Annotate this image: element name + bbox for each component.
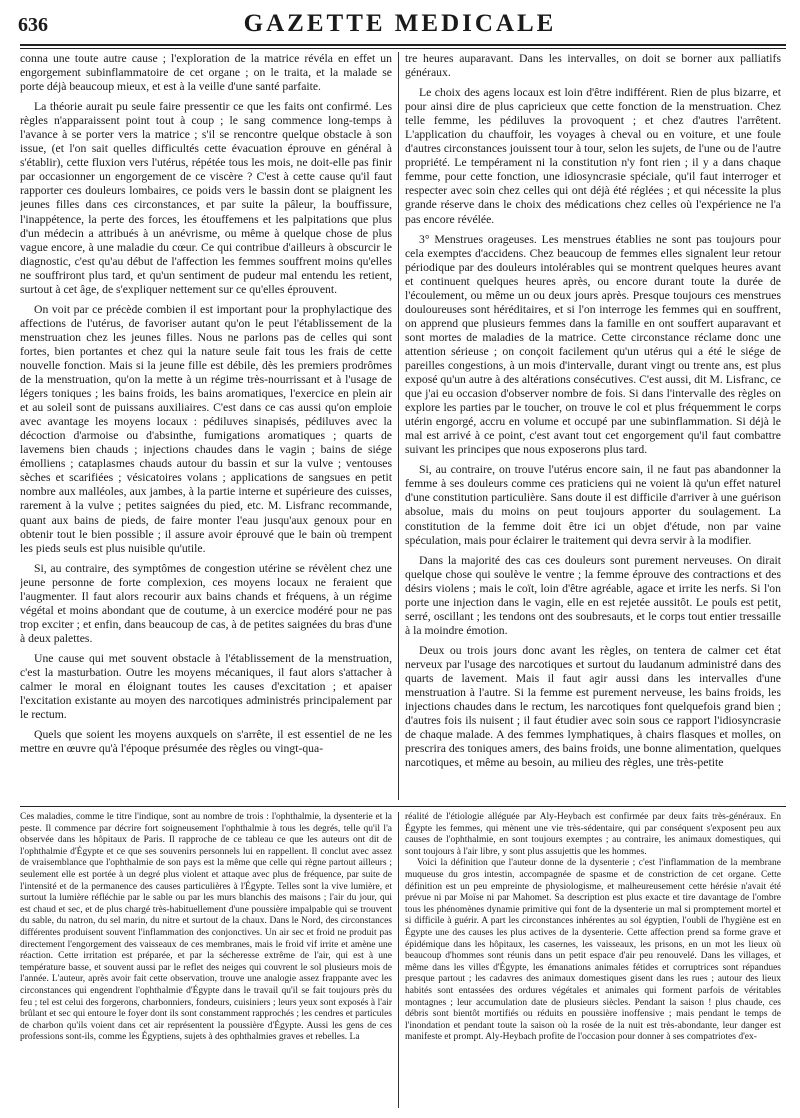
paragraph: Quels que soient les moyens auxquels on s'arrête, il est essentiel de ne les mettre en œuvre qu'à l'époque présumée des règles ou vingt-qua- bbox=[20, 728, 392, 756]
paragraph: Deux ou trois jours donc avant les règles, on tentera de calmer cet état nerveux par l'usage des narcotiques et surtout du laudanum administré dans des quarts de lavement. Mais il faut agir aussi dans les intervalles d'une menstruation à l'autre. Si la femme est purement nerveuse, les bains froids, les injections chaudes dans le rectum, les narcotiques font quelquefois grand bien ; d'autres fois ils nuisent ; il faut étudier avec soin sous ce rapport l'idiosyncrasie de chaque malade. A des femmes lymphatiques, à chairs flasques et molles, on prescrira des toniques amers, des bains froids, une bonne alimentation, quelques narcotiques, et même au besoin, au milieu des règles, une très-petite bbox=[405, 643, 781, 770]
paragraph: Le choix des agens locaux est loin d'être indifférent. Rien de plus bizarre, et pour ainsi dire de plus capricieux que cette fonction de la menstruation. Chez telle femme, les pédiluves la provoquent ; et chez d'autres l'arrêtent. L'application du chauffoir, les voyages à cheval ou en voiture, et une foule d'autres circonstances jouissent tour à tour, selon les sujets, de l'une ou de l'autre propriété. Le tempérament ni la constitution n'y font rien ; il y a dans chaque femme, pour cette fonction, une idiosyncrasie spéciale, qu'il faut interroger et respecter avec soin chez celles qui ont déjà été réglées ; et qui nécessite la plus grande réserve dans le choix des médications chez celles où l'expérience ne l'a pas encore révélée. bbox=[405, 86, 781, 226]
paragraph: Une cause qui met souvent obstacle à l'établissement de la menstruation, c'est la masturbation. Outre les moyens mécaniques, il faut alors s'attacher à calmer le moral en éloignant toutes les causes d'excitation ; et apaiser l'excitation existante au moyen des narcotiques administrés principalement par le rectum. bbox=[20, 651, 392, 722]
page-number: 636 bbox=[18, 14, 48, 36]
header-rule bbox=[20, 44, 786, 46]
footnote-column-divider bbox=[398, 812, 399, 1108]
footnote-separator bbox=[20, 806, 786, 807]
footnote-paragraph: Ces maladies, comme le titre l'indique, sont au nombre de trois : l'ophthalmie, la dysenterie et la peste. Il commence par décrire fort soigneusement l'ophthalmie à tous les degrés, telle qu'il l'a observée dans les hôpitaux de Paris. Il rapproche de ce tableau ce que les auteurs ont dit de l'ophthalmie d'Égypte et ce que ses souvenirs personnels lui en rappellent. Il conclut avec assez de vraisemblance que l'ophthalmie de son pays est la même que celle qui règne partout ailleurs ; seulement elle est portée à un degré plus violent et attaque avec plus de fréquence, par suite de l'intensité et de la permanence des causes particulières à l'Égypte. Telles sont la vive lumière, et surtout la lumière réfléchie par le sable ou par les murs blanchis des maisons ; l'air du jour, qui est chaud et sec, et de plus chargé très-habituellement d'une poussière impalpable qui se trouvent du sable, du natron, du sel marin, du nitre et surtout de la chaux. Dans le Nord, des circonstances différentes produisent souvent l'inflammation des conjonctives. Un air sec et froid ne produit pas directement l'engorgement des vaisseaux de ces membranes, mais le froid vif irrite et amène une réaction. Cette irritation est préparée, et par la sécheresse extrême de l'air, qui est à une température basse, et souvent aussi par le reflet des neiges qui couvrent le sol plusieurs mois de l'année. L'auteur, après avoir fait cette observation, trouve une analogie assez frappante avec les circonstances qui engendrent l'ophthalmie d'Égypte dans le travail qu'il se fait toujours près du feu ; tel est celui des forgerons, charbonniers, fondeurs, cuisiniers ; leurs yeux sont exposés à l'air brûlant et sec qui entoure le foyer dont ils sont constamment rapprochés ; les cendres et particules de charbon qu'ils voient dans cet air représentent la poussière d'Égypte. Aussi les gens de ces professions sont-ils, comme les Égyptiens, sujets à des ophthalmies graves et rebelles. La bbox=[20, 812, 392, 1043]
footnote-paragraph: réalité de l'étiologie alléguée par Aly-Heybach est confirmée par deux faits très-généraux. En Égypte les femmes, qui mènent une vie très-sédentaire, qui par conséquent s'exposent peu aux causes de l'ophthalmie, en sont toujours exemptes ; au contraire, les animaux domestiques, qui sont toujours à l'air libre, y sont plus assujettis que les hommes. bbox=[405, 812, 781, 857]
footnote-paragraph: Voici la définition que l'auteur donne de la dysenterie ; c'est l'inflammation de la membrane muqueuse du gros intestin, accompagnée de spasme et de constriction de cet organe. Cette définition est un peu empreinte de physiologisme, et malheureusement cette hérésie n'avait été prévue ni par Moïse ni par Mahomet. Sa description est plus exacte et tire davantage de l'ombre tous les phénomènes dynamie primitive qui font de la dysenterie un mal si promptement mortel et si difficile à guérir. A part les circonstances inhérentes au sol égyptien, l'oubli de l'hygiène est en Égypte une des causes les plus actives de la dysenterie. Cette affection prend sa forme grave et épidémique dans les hôpitaux, les casernes, les vaisseaux, les prisons, en un mot les lieux où beaucoup d'hommes sont réunis dans un petit espace d'air peu renouvelé. Dans les villages, et même dans les villes d'Égypte, les émanations animales fétides et corruptrices sont répandues presque partout ; les cadavres des animaux domestiques gisent dans les rues ; autour des lieux habités sont entassées des ordures végétales et animales qui forment parfois de véritables montagnes ; leur accumulation date de plusieurs siècles. Pendant la saison ! plus chaude, ces débris sont bientôt mortifiés ou réduits en poussière inoffensive ; mais pendant le temps de l'inondation et pendant toute la saison où la rosée de la nuit est très-abondante, leur danger est manifeste et prompt. Aly-Heybach profite de l'occasion pour donner à ses compatriotes d'ex- bbox=[405, 858, 781, 1043]
paragraph: Si, au contraire, on trouve l'utérus encore sain, il ne faut pas abandonner la femme à ses douleurs comme ces praticiens qui ne voient là qu'un effet naturel d'une constitution particulière. Sans doute il est difficile d'arriver à une guérison absolue, mais du moins on peut toujours apporter du soulagement. La constitution de la femme doit être ici un objet d'étude, non par vaine spéculation, mais pour éclairer le traitement qui devra servir à la modifier. bbox=[405, 463, 781, 547]
paragraph: Si, au contraire, des symptômes de congestion utérine se révèlent chez une jeune personne de forte complexion, ces moyens locaux ne feraient que l'augmenter. Il faut alors recourir aux bains chands et fréquens, à un régime végétal et moins abondant que de coutume, à un exercice modéré pour ne pas trop exciter ; et enfin, dans beaucoup de cas, à de petites saignées du bras d'une à deux palettes. bbox=[20, 561, 392, 645]
paragraph: conna une toute autre cause ; l'exploration de la matrice révéla en effet un engorgement subinflammatoire de cet organe ; on le traita, et la malade se porte déjà beaucoup mieux, et est à la veille d'une santé parfaite. bbox=[20, 52, 392, 94]
footnote-left-column bbox=[20, 812, 392, 1112]
paragraph: tre heures auparavant. Dans les intervalles, on doit se borner aux palliatifs généraux. bbox=[405, 52, 781, 80]
paragraph: On voit par ce précède combien il est important pour la prophylactique des affections de l'utérus, de favoriser autant qu'on le peut l'établissement de la menstruation chez les jeunes filles. Nous ne parlons pas de celles qui sont fortes, bien portantes et chez qui la nature seule fait tous les frais de cette nouvelle fonction. Mais si la jeune fille est débile, dès les premiers prodrômes de la menstruation, qu'on la mette à un régime très-nourrissant et à l'usage de légers toniques ; les bains froids, les bains aromatiques, l'exercice en plein air et au soleil sont de puissans auxiliaires. C'est dans ce cas aussi qu'on emploie avec avantage les moyens locaux : pédiluves sinapisés, pédiluves avec la décoction d'armoise ou d'absinthe, fumigations aromatiques ; quarts de lavemens bien chauds ; injections chaudes dans le vagin ; bains de siége émolliens ; cataplasmes chauds autour du bassin et sur la vulve ; ventouses sèches et scarifiées ; vésicatoires volans ; applications de sangsues en petit nombre aux malléoles, aux jambes, à la partie interne et supérieure des cuisses, rarement à la vulve ; petites saignées du pied, etc. M. Lisfranc recommande, quant aux bains de pieds, de faire monter l'eau jusqu'aux genoux pour en obtenir tout le bien possible ; il assure avoir éprouvé que le bain où trempent les pieds seuls est plus nuisible qu'utile. bbox=[20, 302, 392, 555]
paragraph: Dans la majorité des cas ces douleurs sont purement nerveuses. On dirait quelque chose qui soulève le ventre ; la femme éprouve des contractions et des désirs violens ; mais le coït, loin d'être agréable, agace et irrite les nerfs. Si l'on porte une injection dans le vagin, elle en est rejetée aussitôt. Le pouls est petit, serré, oscillant ; les tendons ont des soubresauts, et le corps tout entier tressaille à la moindre émotion. bbox=[405, 553, 781, 637]
paragraph: La théorie aurait pu seule faire pressentir ce que les faits ont confirmé. Les règles n'apparaissent point tout à coup ; le sang commence long-temps à l'avance à se porter vers la matrice ; s'il se rencontre quelque obstacle à son issue, (et l'on sait quelles difficultés cette évacuation éprouve en général à s'établir), cette fluxion vers l'utérus, répétée tous les mois, ne doit-elle pas finir par occasionner un engorgement de ce viscère ? C'est à cette cause qu'il faut rapporter ces douleurs lombaires, ce poids vers le bassin dont se plaignent les jeunes filles dans ces circonstances, et par suite la pâleur, la bouffissure, l'inappétence, la perte des forces, les étouffemens et les palpitations que plus d'un médecin a attribués à un anévrisme, ou même à quelque chose de plus vague encore, à une maladie du cœur. Ce qui contribue d'ailleurs à obscurcir le diagnostic, c'est qu'au début de l'affection les femmes souffrent moins qu'elles ne souffriront plus tard, et qu'un sentiment de pudeur mal entendu les retient, surtout à cet âge, de s'expliquer nettement sur ce qu'elles éprouvent. bbox=[20, 100, 392, 296]
masthead-title: GAZETTE MEDICALE bbox=[243, 10, 557, 37]
paragraph: 3° Menstrues orageuses. Les menstrues établies ne sont pas toujours pour cela exemptes d'accidens. Chez beaucoup de femmes elles signalent leur retour périodique par des douleurs intolérables qui se montrent quelques heures avant et continuent quelques heures après, ou encore durant toute la durée de l'écoulement, ou même un ou deux jours après. Presque toujours ces menstrues douloureuses sont héréditaires, et si l'on interroge les femmes qui en souffrent, on apprend que plusieurs femmes dans la famille en ont souffert auparavant et sont mortes de maladies de la matrice. Cette circonstance réclame donc une attention sérieuse ; on conçoit facilement qu'un utérus qui a été le siége de pareilles congestions, à un mois d'intervalle, durant vingt ou trente ans, est plus exposé qu'un autre à des altérations consécutives. C'est aussi, dit M. Lisfranc, ce que j'ai eu occasion d'observer nombre de fois. Si dans l'intervalle des règles on explore les parties par le toucher, on trouve le col et plus fréquemment le corps utérin engorgé, accru en volume et occupé par une subinflammation. Si déjà le mal est arrivé à ce point, c'est avant tout cet engorgement qu'il faut combattre suivant les principes que nous exposerons plus tard. bbox=[405, 232, 781, 457]
column-divider bbox=[398, 52, 399, 800]
right-column bbox=[405, 52, 781, 802]
header-rule-thin bbox=[20, 48, 786, 49]
left-column bbox=[20, 52, 392, 802]
footnote-right-column bbox=[405, 812, 781, 1112]
